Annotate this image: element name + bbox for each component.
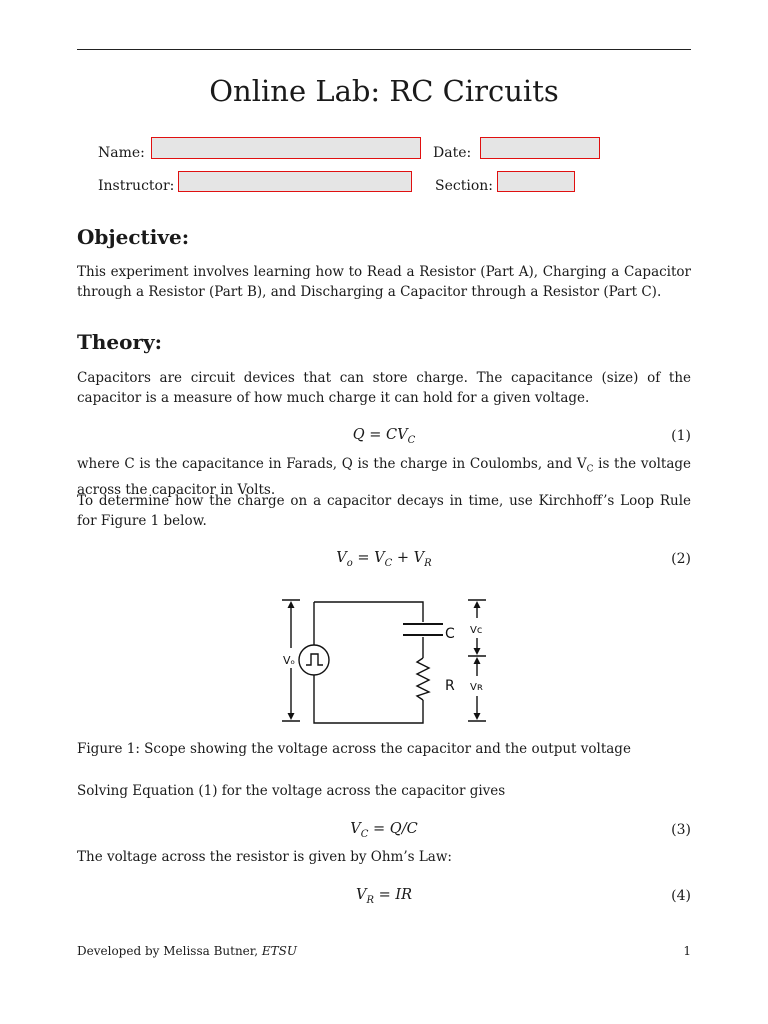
section-label: Section: <box>435 178 493 194</box>
page-title: Online Lab: RC Circuits <box>209 74 559 108</box>
equation-4-number: (4) <box>671 888 691 904</box>
equation-4: $V_R$ = IR <box>355 887 413 906</box>
top-rule <box>77 49 691 50</box>
theory-paragraph-5: The voltage across the resistor is given by Ohm’s Law: <box>77 849 452 865</box>
label-vr: Vʀ <box>470 682 483 693</box>
footer-credit-text: Developed by Melissa Butner, <box>77 944 259 958</box>
label-c: C <box>445 626 455 642</box>
theory-paragraph-1: Capacitors are circuit devices that can store charge. The capacitance (size) of the capacitor is a measure of how much charge it can hold for a given voltage. <box>77 370 691 406</box>
instructor-field[interactable] <box>178 171 412 192</box>
instructor-label: Instructor: <box>98 178 175 194</box>
equation-1-number: (1) <box>671 428 691 444</box>
equation-1 <box>0 427 768 446</box>
footer-credit <box>77 944 297 958</box>
equation-3: $V_C = Q/C$ <box>350 821 418 840</box>
name-label: Name: <box>98 145 145 161</box>
equation-2-number: (2) <box>671 551 691 567</box>
name-field[interactable] <box>151 137 421 159</box>
equation-1-sub: C <box>407 434 416 446</box>
section-field[interactable] <box>497 171 575 192</box>
date-field[interactable] <box>480 137 600 159</box>
footer-credit-org: ETSU <box>261 944 297 958</box>
equation-3-number: (3) <box>671 822 691 838</box>
objective-heading: Objective: <box>77 225 190 249</box>
date-label: Date: <box>433 145 472 161</box>
theory-paragraph-3: To determine how the charge on a capacitor decays in time, use Kirchhoff’s Loop Rule for Figure 1 below. <box>77 493 691 529</box>
label-vc: Vᴄ <box>470 625 483 636</box>
paragraph-2-sub: C <box>586 464 594 475</box>
equation-2: $V_o = V_C + V_R$ <box>336 550 432 569</box>
figure-1-caption: Figure 1: Scope showing the voltage across the capacitor and the output voltage <box>77 741 631 757</box>
label-vo: Vₒ <box>283 654 296 667</box>
theory-paragraph-4: Solving Equation (1) for the voltage across the capacitor gives <box>77 783 506 799</box>
page-number: 1 <box>683 944 691 958</box>
paragraph-2-text: where C is the capacitance in Farads, Q is the charge in Coulombs, and V <box>77 456 587 472</box>
equation-1-text: Q = CV <box>352 427 408 443</box>
theory-heading: Theory: <box>77 330 163 354</box>
rc-circuit-diagram <box>270 592 510 730</box>
paragraph-2-text-b: is the voltage across the capacitor in Volts. <box>77 456 691 498</box>
objective-text: This experiment involves learning how to Read a Resistor (Part A), Charging a Capacitor through a Resistor (Part B), and Discharging a Capacitor through a Resistor (Part C). <box>77 264 691 300</box>
label-r: R <box>445 678 455 694</box>
